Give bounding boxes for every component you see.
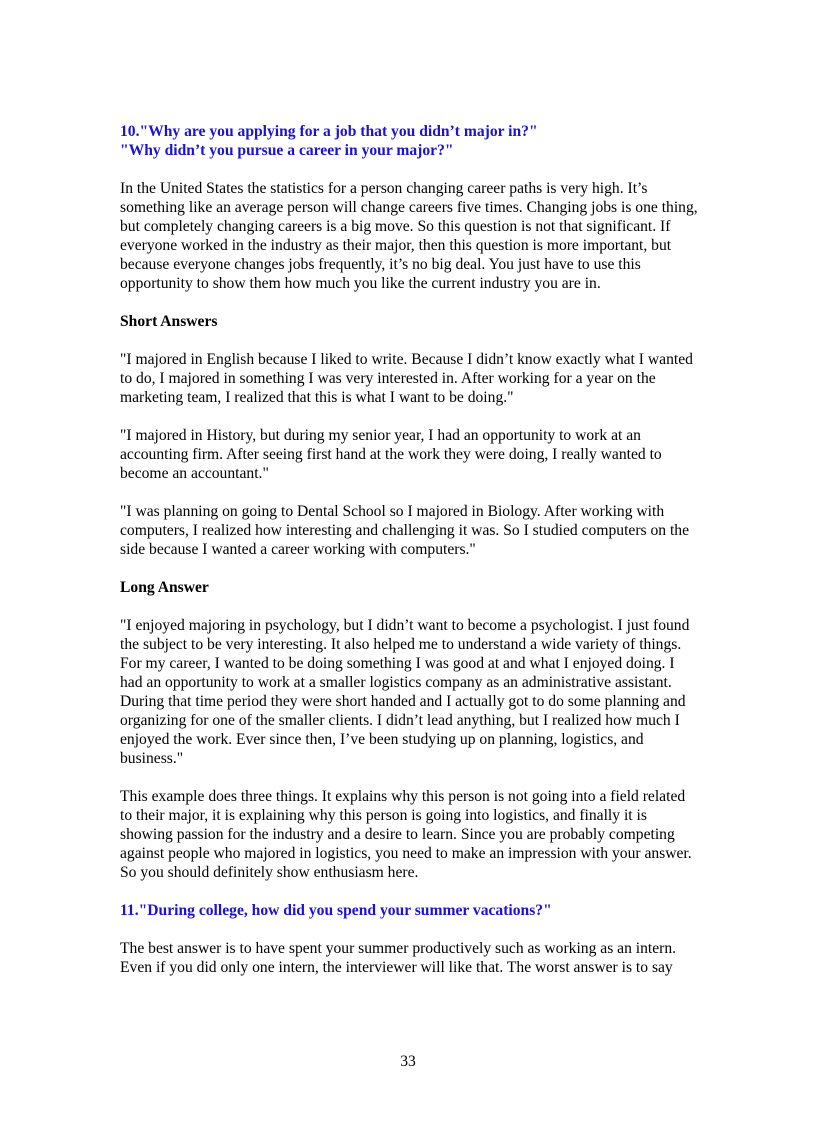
- question-10-intro: In the United States the statistics for a person changing career paths is very high. It’s something like an average person will change careers five times. Changing jobs is one thing, but completely changing careers is a big move. So this question is not that significant. If everyone worked in the industry as their major, then this question is more important, but because everyone changes jobs frequently, it’s no big deal. You just have to use this opportunity to show them how much you like the current industry you are in.: [120, 180, 698, 292]
- long-answer-explanation: This example does three things. It explains why this person is not going into a field related to their major, it is explaining why this person is going into logistics, and finally it is showing passion for the industry and a desire to learn. Since you are probably competing against people who majored in logistics, you need to make an impression with your answer. So you should definitely show enthusiasm here.: [120, 788, 692, 881]
- question-10-heading-line-1: 10."Why are you applying for a job that you didn’t major in?": [120, 123, 538, 140]
- document-page: [120, 122, 700, 977]
- short-answer-3: "I was planning on going to Dental School so I majored in Biology. After working with computers, I realized how interesting and challenging it was. So I studied computers on the side because I wanted a career working with computers.": [120, 503, 690, 558]
- long-answer: "I enjoyed majoring in psychology, but I didn’t want to become a psychologist. I just found the subject to be very interesting. It also helped me to understand a wide variety of things. For my career, I wanted to be doing something I was good at and what I enjoyed doing. I had an opportunity to work at a smaller logistics company as an administrative assistant. During that time period they were short handed and I actually got to do some planning and organizing for one of the smaller clients. I didn’t lead anything, but I realized how much I enjoyed the work. Ever since then, I’ve been studying up on planning, logistics, and business.": [120, 617, 690, 767]
- page-number: 33: [400, 1053, 416, 1070]
- short-answers-heading: Short Answers: [120, 313, 218, 330]
- question-10-heading-line-2: "Why didn’t you pursue a career in your major?": [120, 142, 454, 159]
- short-answer-2: "I majored in History, but during my senior year, I had an opportunity to work at an accounting firm. After seeing first hand at the work they were doing, I really wanted to become an accountant.": [120, 427, 662, 482]
- question-11-intro: The best answer is to have spent your summer productively such as working as an intern. Even if you did only one intern, the interviewer will like that. The worst answer is to say: [120, 940, 677, 976]
- long-answer-heading: Long Answer: [120, 579, 209, 596]
- short-answer-1: "I majored in English because I liked to write. Because I didn’t know exactly what I wanted to do, I majored in something I was very interested in. After working for a year on the marketing team, I realized that this is what I want to be doing.": [120, 351, 693, 406]
- question-10-heading: [120, 122, 700, 160]
- question-11-heading: 11."During college, how did you spend your summer vacations?": [120, 902, 552, 919]
